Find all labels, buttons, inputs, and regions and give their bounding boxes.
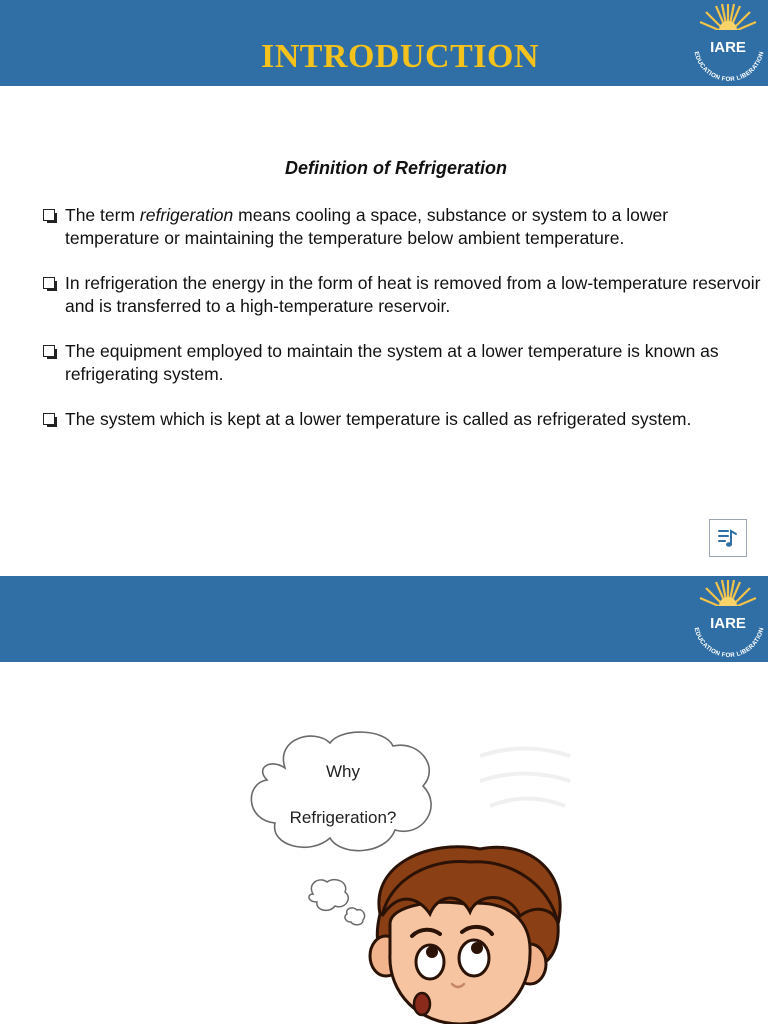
iare-logo bbox=[686, 0, 768, 86]
slide-title: INTRODUCTION bbox=[260, 38, 540, 75]
header-banner bbox=[0, 576, 768, 662]
bullet-item: In refrigeration the energy in the form of heat is removed from a low-temperature reservoir and is transferred to a high-temperature reservoir. bbox=[42, 272, 762, 318]
checkbox-bullet-icon bbox=[43, 345, 55, 357]
background-doodle bbox=[470, 736, 580, 856]
audio-playlist-icon bbox=[717, 526, 739, 550]
definition-heading: Definition of Refrigeration bbox=[285, 158, 507, 178]
thinking-boy-illustration bbox=[360, 844, 580, 1024]
checkbox-bullet-icon bbox=[43, 277, 55, 289]
slide-why-refrigeration bbox=[0, 576, 768, 1024]
bubble-line-why: Why bbox=[326, 762, 360, 781]
logo-text: IARE bbox=[710, 39, 746, 56]
logo-motto: EDUCATION FOR LIBERATION bbox=[692, 626, 766, 660]
bullet-item: The equipment employed to maintain the system at a lower temperature is known as refrigerating system. bbox=[42, 340, 762, 386]
logo-motto: EDUCATION FOR LIBERATION bbox=[692, 50, 766, 84]
audio-button[interactable] bbox=[709, 519, 747, 557]
iare-logo bbox=[686, 576, 768, 662]
bullet-item: The system which is kept at a lower temperature is called as refrigerated system. bbox=[42, 408, 762, 431]
bullet-list bbox=[42, 204, 762, 453]
bubble-line-refrigeration: Refrigeration? bbox=[289, 808, 397, 827]
logo-text: IARE bbox=[710, 615, 746, 632]
checkbox-bullet-icon bbox=[43, 413, 55, 425]
checkbox-bullet-icon bbox=[43, 209, 55, 221]
bullet-item: The term refrigeration means cooling a space, substance or system to a lower temperature or maintaining the temperature below ambient temperature. bbox=[42, 204, 762, 250]
